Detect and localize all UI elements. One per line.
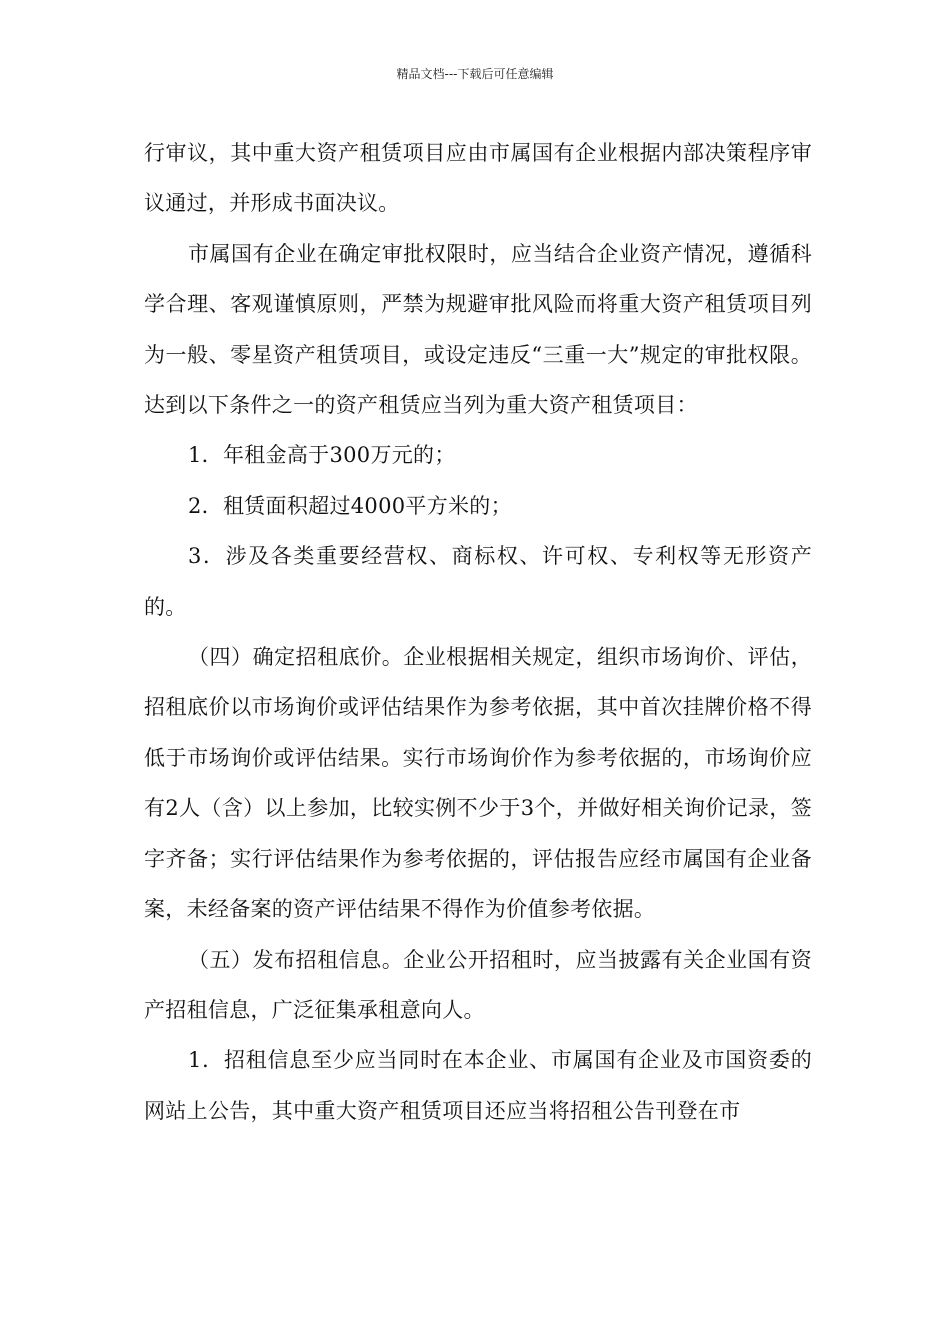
section-five-item-1: 1．招租信息至少应当同时在本企业、市属国有企业及市国资委的网站上公告，其中重大资产租赁项目还应当将招租公告刊登在市: [144, 1048, 812, 1123]
page-header: 精品文档---下载后可任意编辑: [396, 67, 554, 81]
list-item-1: 1．年租金高于300万元的；: [188, 443, 456, 468]
paragraph-1: 行审议，其中重大资产租赁项目应由市属国有企业根据内部决策程序审议通过，并形成书面决议。: [144, 141, 812, 216]
paragraph-2: 市属国有企业在确定审批权限时，应当结合企业资产情况，遵循科学合理、客观谨慎原则，严禁为规避审批风险而将重大资产租赁项目列为一般、零星资产租赁项目，或设定违反“三重一大”规定的审批权限。达到以下条件之一的资产租赁应当列为重大资产租赁项目：: [144, 241, 812, 418]
section-five-paragraph: （五）发布招租信息。企业公开招租时，应当披露有关企业国有资产招租信息，广泛征集承租意向人。: [144, 947, 812, 1022]
section-four-paragraph: （四）确定招租底价。企业根据相关规定，组织市场询价、评估，招租底价以市场询价或评估结果作为参考依据，其中首次挂牌价格不得低于市场询价或评估结果。实行市场询价作为参考依据的，市场询价应有2人（含）以上参加，比较实例不少于3个，并做好相关询价记录，签字齐备；实行评估结果作为参考依据的，评估报告应经市属国有企业备案，未经备案的资产评估结果不得作为价值参考依据。: [144, 645, 812, 922]
document-body: [144, 128, 812, 1136]
list-item-2: 2．租赁面积超过4000平方米的；: [188, 493, 512, 518]
list-item-3: 3．涉及各类重要经营权、商标权、许可权、专利权等无形资产的。: [144, 544, 812, 619]
